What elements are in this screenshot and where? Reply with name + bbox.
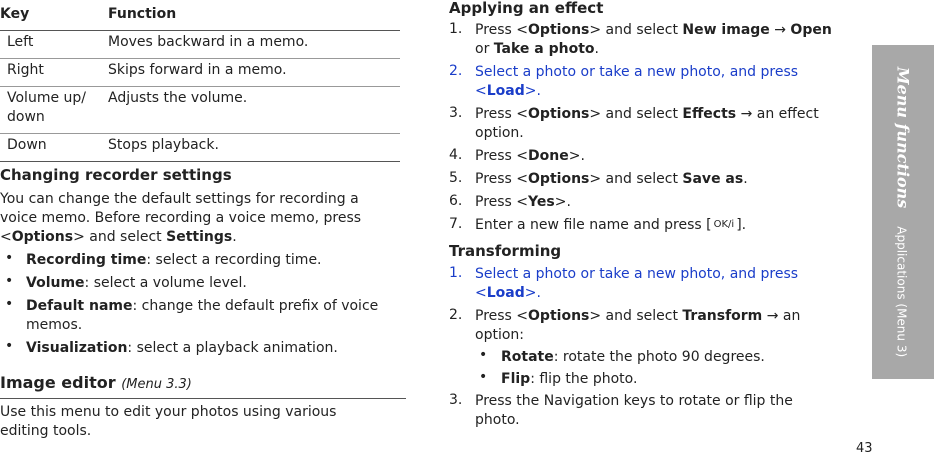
table-header-key: Key	[0, 6, 30, 22]
bullet: •	[5, 296, 14, 312]
step-number: 3.	[449, 105, 463, 121]
table-row-key: Right	[7, 62, 44, 78]
image-editor-desc: Use this menu to edit your photos using various	[0, 404, 337, 420]
step-text: Enter a new file name and press [ OK/i ].	[475, 217, 747, 233]
page-number: 43	[856, 441, 873, 456]
table-divider	[0, 133, 400, 134]
list-item: Default name: change the default prefix of voice	[26, 298, 379, 314]
step-text-link[interactable]: Select a photo or take a new photo, and press	[475, 64, 799, 80]
step-text: Press <Yes>.	[475, 194, 571, 210]
ok-key-icon: OK/i	[713, 219, 735, 230]
step-number: 5.	[449, 170, 463, 186]
list-item: Visualization: select a playback animation.	[26, 340, 338, 356]
recorder-intro-line: voice memo. Before recording a voice memo, press	[0, 210, 362, 226]
table-row-key: Down	[7, 137, 47, 153]
step-number: 6.	[449, 193, 463, 209]
bullet: •	[479, 369, 488, 385]
step-text: photo.	[475, 412, 520, 428]
table-row-key: Left	[7, 34, 34, 50]
table-header-function: Function	[108, 6, 177, 22]
section-title-applying-effect: Applying an effect	[449, 0, 604, 17]
recorder-intro-line: You can change the default settings for recording a	[0, 191, 359, 207]
bullet: •	[5, 250, 14, 266]
section-title-recorder-settings: Changing recorder settings	[0, 166, 232, 184]
table-divider	[0, 161, 400, 162]
step-text: Press <Options> and select New image → Open	[475, 22, 832, 38]
recorder-intro-line: <Options> and select Settings.	[0, 229, 237, 245]
section-title-transforming: Transforming	[449, 242, 562, 260]
table-row-function: Adjusts the volume.	[108, 90, 248, 106]
table-row-function: Skips forward in a memo.	[108, 62, 287, 78]
step-number: 4.	[449, 147, 463, 163]
section-divider	[0, 398, 406, 399]
step-text: option:	[475, 327, 524, 343]
step-text: or Take a photo.	[475, 41, 599, 57]
table-divider	[0, 30, 400, 31]
step-number: 3.	[449, 392, 463, 408]
list-item: Volume: select a volume level.	[26, 275, 247, 291]
bullet: •	[5, 338, 14, 354]
step-text: Press <Options> and select Effects → an effect	[475, 106, 819, 122]
section-title-image-editor: Image editor (Menu 3.3)	[0, 373, 192, 392]
list-item-continuation: memos.	[26, 317, 83, 333]
list-item: Flip: flip the photo.	[501, 371, 638, 387]
step-number: 2.	[449, 63, 463, 79]
step-text: Press <Done>.	[475, 148, 585, 164]
step-text-link[interactable]: <Load>.	[475, 83, 541, 99]
table-row-key: down	[7, 109, 45, 125]
list-item: Rotate: rotate the photo 90 degrees.	[501, 349, 765, 365]
step-text: option.	[475, 125, 524, 141]
bullet: •	[479, 347, 488, 363]
table-divider	[0, 58, 400, 59]
chapter-side-label	[872, 45, 934, 379]
step-number: 2.	[449, 307, 463, 323]
bullet: •	[5, 273, 14, 289]
table-row-key: Volume up/	[7, 90, 86, 106]
step-text: Press <Options> and select Transform → an	[475, 308, 801, 324]
step-text-link[interactable]: <Load>.	[475, 285, 541, 301]
step-text-link[interactable]: Select a photo or take a new photo, and press	[475, 266, 799, 282]
step-text: Press <Options> and select Save as.	[475, 171, 748, 187]
chapter-title: Menu functions	[893, 66, 913, 209]
step-number: 7.	[449, 216, 463, 232]
step-text: Press the Navigation keys to rotate or flip the	[475, 393, 793, 409]
step-number: 1.	[449, 265, 463, 281]
list-item: Recording time: select a recording time.	[26, 252, 322, 268]
step-number: 1.	[449, 21, 463, 37]
chapter-subtitle: Applications (Menu 3)	[894, 226, 909, 358]
table-row-function: Moves backward in a memo.	[108, 34, 309, 50]
table-divider	[0, 86, 400, 87]
image-editor-desc: editing tools.	[0, 423, 92, 439]
table-row-function: Stops playback.	[108, 137, 219, 153]
